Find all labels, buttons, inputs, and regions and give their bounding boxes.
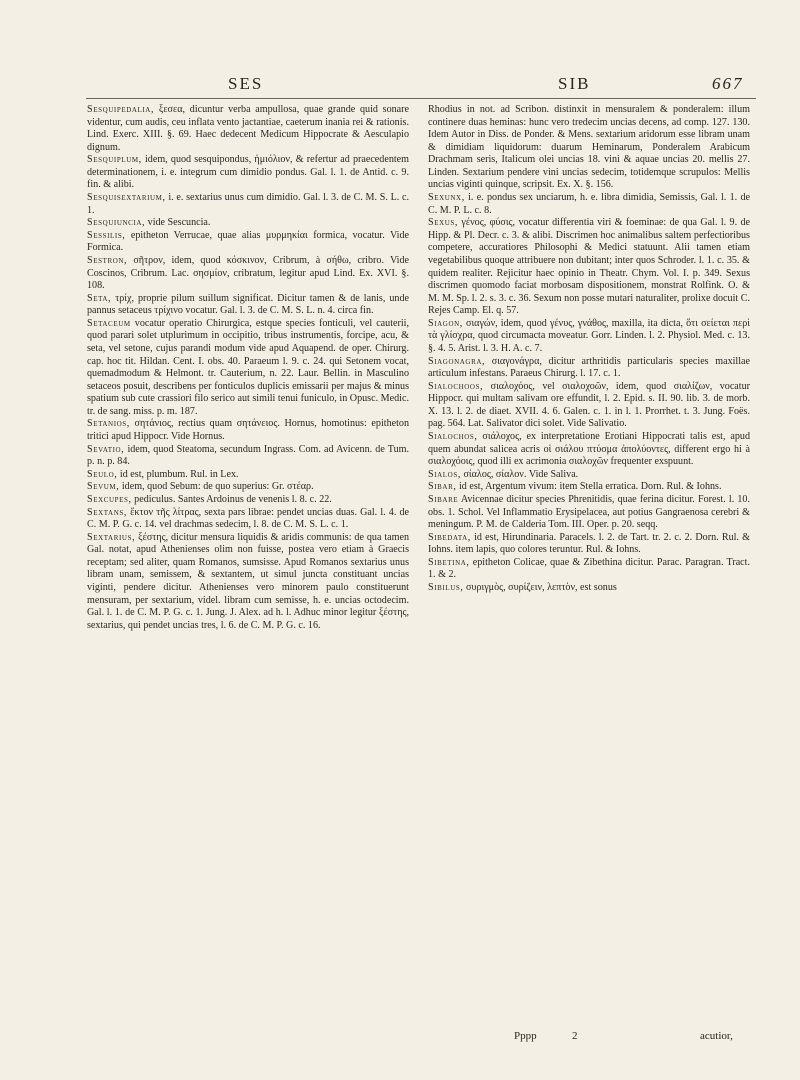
entry-headword: Siagon, (428, 317, 463, 329)
entry-text: i. e. pondus sex unciarum, h. e. libra dimidia, Semissis, Gal. l. 1. de C. M. P. L. c. 8. (428, 192, 750, 216)
entry-text: id est, Argentum vivum: item Stella erratica. Dorn. Rul. & Iohns. (456, 481, 722, 493)
entry-headword: Sextans, (87, 506, 127, 518)
entry-text: i. e. sextarius unus cum dimidio. Gal. l. 3. de C. M. S. L. c. 1. (87, 192, 409, 216)
entry-text: vide Sescuncia. (145, 217, 211, 229)
page-number: 667 (712, 74, 744, 93)
entry-headword: Sexunx, (428, 192, 465, 204)
entry-text: συριγμὸς, συρίζειν, λεπτὸν, est sonus (463, 581, 617, 593)
dictionary-entry (428, 356, 750, 381)
dictionary-entry (87, 318, 409, 419)
dictionary-entry (428, 217, 750, 318)
dictionary-entry (428, 192, 750, 217)
dictionary-entry (428, 557, 750, 582)
dictionary-entry (87, 293, 409, 318)
header-rule (86, 98, 756, 99)
entry-headword: Sesquisextarium, (87, 192, 166, 204)
left-column (87, 104, 409, 632)
dictionary-entry (87, 418, 409, 443)
entry-text: epitheton Verrucae, quae alias μυρμηκίαι formica, vocatur. Vide Formica. (87, 229, 409, 254)
entry-text: γένος, φύσις, vocatur differentia viri & foeminae: de qua Gal. l. 9. de Hipp. & Pl. Decr. c. 3. & alibi. Discrimen hoc animalibus saltem perfectioribus competere, accuratiores Philosophi & Medici statuunt. Alii tamen etiam vegetabilibus quoque attribuere non dubitant; inter quos Schroder. l. 1. c. 35. & quidem realiter. Rejicitur haec opinio in Theatr. Chym. Vol. I. p. 349. Sexus discrimen quomodo faciat morbosam dispositionem, monstrat Rolfink. O. & M. M. Sp. l. 2. s. 3. c. 36. Sexum non posse mutari naturaliter, prolixe docuit C. Rejes Camp. El. q. 57. (428, 217, 750, 317)
dictionary-entry (87, 104, 409, 154)
dictionary-entry (87, 192, 409, 217)
dictionary-entry (87, 469, 409, 482)
dictionary-entry (87, 507, 409, 532)
signature-mark: Pppp (514, 1030, 537, 1042)
entry-headword: Sexus, (428, 217, 459, 229)
dictionary-entry (428, 481, 750, 494)
entry-headword: Seulo, (87, 468, 118, 480)
dictionary-entry (428, 381, 750, 431)
dictionary-entry (428, 431, 750, 469)
dictionary-entry (87, 217, 409, 230)
entry-headword: Sialochos, (428, 431, 478, 443)
entry-headword: Sexcupes, (87, 493, 132, 505)
entry-headword: Sesquipedalia, (87, 104, 155, 115)
entry-headword: Sialochoos, (428, 380, 484, 392)
entry-text: ξεσεα, dicuntur verba ampullosa, quae grande quid sonare videntur, cum audis, ceu inflata vento jactantiae, caeterum inania rei & rationis. Lind. Exerc. XIII. §. 69. Haec dedecent Medicum Hippocrate & Aesculapio dignum. (87, 104, 409, 153)
running-header (0, 74, 800, 98)
dictionary-entry (87, 255, 409, 293)
entry-headword: Setaceum (87, 317, 131, 329)
entry-text: ἕκτον τῆς λίτρας, sexta pars librae: pendet uncias duas. Gal. l. 4. de C. M. P. G. c. 14. vel drachmas sedecim, l. 8. de C. M. S. L. c. 1. (87, 506, 409, 531)
dictionary-entry (428, 532, 750, 557)
entry-text: vocatur operatio Chirurgica, estque species fonticuli, vel cauterii, quod parari solet utplurimum in occipitio, tribus instrumentis, forcipe, acu, & seta, vel setone, cujus parandi modum vide apud Aquapend. de oper. Chirurg. cap. hoc tit. Hildan. Cent. I. obs. 40. Paraeum l. 9. c. 24. qui Setonem vocat, quemadmodum & Helmont. tr. Cauterium, n. 22. Laur. Bellin. in Masculino setaceos posuit, describens per fonticulos duplicis emissarii per majus & minus spatium sub cute crassiori filo serico aut simili tenui funiculo, in Opusc. Medic. tr. de sang. miss. p. m. 187. (87, 317, 409, 417)
entry-headword: Sibar, (428, 481, 457, 493)
entry-headword: Sessilis, (87, 229, 126, 241)
entry-text: τρίχ, proprie pilum suillum significat. Dicitur tamen & de lanis, unde pannus setaceus τρίχινο vocatur. Gal. l. 3. de C. M. S. L. n. 4. circa fin. (87, 292, 409, 317)
entry-headword: Sibilus, (428, 581, 464, 593)
entry-headword: Seta, (87, 292, 112, 304)
entry-text: id est, Hirundinaria. Paracels. l. 2. de Tart. tr. 2. c. 2. Dorn. Rul. & Iohns. item lapis, quo colores teruntur. Rul. & Iohns. (428, 531, 750, 556)
entry-headword: Sibetina, (428, 556, 470, 568)
entry-text: σιάλοχος, ex interpretatione Erotiani Hippocrati talis est, apud quem abundat salicea acris οἱ σιάλου πτύσμα ἀπολύοντες, different ergo hi à σιαλοχόοις, quod illi ex acrimonia σιαλοχῶν frequenter exspuunt. (428, 431, 750, 468)
entry-text: σητάνιος, rectius quam σητάνειος. Hornus, homotinus: epitheton tritici apud Hippocr. Vide Hornus. (87, 418, 409, 443)
entry-text: Avicennae dicitur species Phrenitidis, quae ferina dicitur. Forest. l. 10. obs. 1. Schol. Vel Inflammatio Erysipelacea, aut potius Gangraenosa cerebri & meningum. P. M. de Calderia Tom. III. Oper. p. 20. seqq. (428, 493, 750, 531)
entry-headword: Sibedata, (428, 531, 471, 543)
dictionary-entry (428, 582, 750, 595)
catchword: acutior, (700, 1030, 733, 1042)
right-running-title: SIB (558, 74, 591, 93)
entry-headword: Sextarius, (87, 531, 136, 543)
dictionary-entry (428, 494, 750, 532)
entry-text: σιαγονάγρα, dicitur arthritidis particularis species maxillae articulum infestans. Paraeus Chirurg. l. 17. c. 1. (428, 355, 750, 380)
dictionary-entry (87, 154, 409, 192)
entry-text: epitheton Colicae, quae & Zibethina dicitur. Parac. Paragran. Tract. 1. & 2. (428, 556, 750, 581)
entry-text: Rhodius in not. ad Scribon. distinxit in mensuralem & ponderalem: illum continere duas heminas: hunc vero tredecim uncias decens, ad comp. 127. 130. Idem Autor in Diss. de Ponder. & Mens. sextarium aridorum esse libram unam & dimidiam liquidorum: duarum Heminarum, Ponderalem Arabicum Drachmam seris, Italicum olei uncias 18. vini & aquae uncias 20. mellis 27. Linden. Sextarium pendere vini uncias sedecim, totidemque scrupulos: Mellis uncias viginti quinque, scripsit. Ex. X. §. 156. (428, 104, 750, 191)
right-column (428, 104, 750, 595)
dictionary-entry (87, 230, 409, 255)
entry-headword: Sesquiplum, (87, 154, 142, 166)
dictionary-entry (87, 481, 409, 494)
entry-text: pediculus. Santes Ardoinus de venenis l. 8. c. 22. (131, 493, 332, 505)
entry-text: σιαγών, idem, quod γένυς, γνάθος, maxilla, ita dicta, ὅτι σείεται περὶ τὰ γλίσχρα, quod circumacta moveatur. Gorr. Linden. l. 2. Physiol. Med. c. 13. §. 4. 5. Arist. l. 3. H. A. c. 7. (428, 317, 750, 354)
entry-headword: Sevum, (87, 481, 120, 493)
dictionary-entry (428, 104, 750, 192)
entry-headword: Sevatio, (87, 443, 125, 455)
dictionary-entry (87, 494, 409, 507)
dictionary-entry (87, 532, 409, 633)
entry-headword: Sialos, (428, 468, 461, 480)
left-running-title: SES (228, 74, 264, 93)
page-footer (428, 1030, 750, 1044)
entry-text: idem, quod Sebum: de quo superius: Gr. στέαρ. (119, 481, 314, 493)
entry-text: σιαλοχόος, vel σιαλοχοῶν, idem, quod σιαλίζων, vocatur Hippocr. qui multam salivam ore effundit, l. 2. Epid. s. II. 90. lib. 3. de morb. X. 13. l. 2. de diaet. XVII. 4. 6. Galen. c. 1. in l. 1. Prorrhet. t. 3. Jung. Foës. pag. 564. Lat. Salivator dici solet. Vide Salivatio. (428, 380, 750, 430)
entry-text: σῆτρον, idem, quod κόσκινον, Cribrum, à σήθω, cribro. Vide Coscinos, Cribrum. Lac. σησμίον, cribratum, legitur apud Lind. Ex. XVI. §. 108. (87, 254, 409, 292)
dictionary-entry (428, 318, 750, 356)
entry-text: id est, plumbum. Rul. in Lex. (117, 468, 239, 480)
entry-headword: Siagonagra, (428, 355, 486, 367)
entry-text: idem, quod sesquipondus, ἡμιόλιον, & refertur ad praecedentem determinationem, i. e. integrum cum dimidio pondus. Gal. l. 1. de Antid. c. 9. fin. & alibi. (87, 154, 409, 191)
entry-headword: Setanios, (87, 418, 130, 430)
dictionary-entry (428, 469, 750, 482)
entry-text: ξέστης, dicitur mensura liquidis & aridis communis: de qua tamen Gal. notat, apud Athenienses olim non fuisse, postea vero etiam à Graecis receptam; sed aliter, quam Romanos, sumsisse. Apud Romanos sextarius unus libram unam, semissem, & sextantem, ut simul juncta constituant uncias viginti, pendere dicitur. Athenienses vero minorem paulo constituerunt mensuram, per sextarium, videl. libram cum semisse, h. e. uncias octodecim. Gal. l. 1. de C. M. P. G. c. 1. Jung. J. Alex. ad h. l. Adhuc minor legitur ξέστης, sextarius, qui pendet uncias tres, l. 6. de C. M. P. G. c. 16. (87, 531, 409, 631)
dictionary-entry (87, 444, 409, 469)
entry-text: idem, quod Steatoma, secundum Ingrass. Com. ad Avicenn. de Tum. p. n. p. 84. (87, 443, 409, 468)
entry-headword: Sestron, (87, 254, 128, 266)
entry-headword: Sesquiuncia, (87, 217, 146, 229)
entry-text: σίαλος, σίαλον. Vide Saliva. (460, 468, 579, 480)
signature-number: 2 (572, 1030, 578, 1042)
entry-headword: Sibare (428, 493, 459, 505)
